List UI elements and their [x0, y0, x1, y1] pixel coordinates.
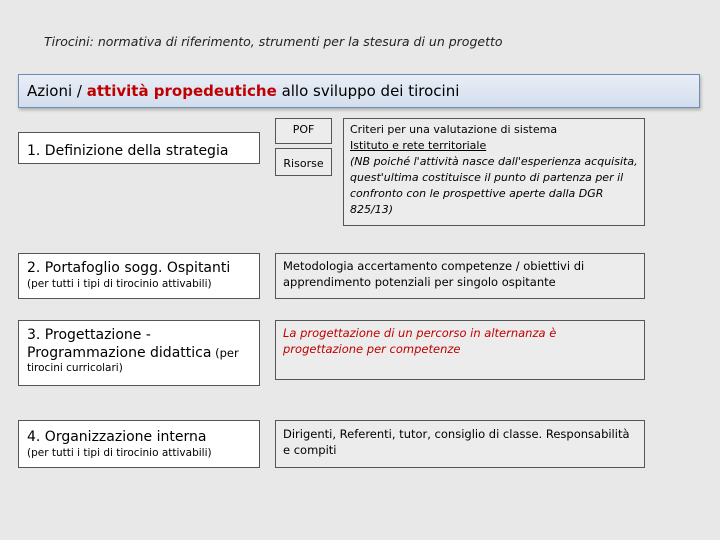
banner-prefix: Azioni /	[27, 82, 87, 100]
banner-highlight: attività propedeutiche	[86, 82, 277, 100]
portfolio-box	[18, 253, 260, 299]
pof-label: POF	[292, 123, 315, 136]
organization-label: 4. Organizzazione interna	[27, 429, 207, 445]
roles-box	[275, 420, 645, 468]
planning-label-wrap	[27, 327, 255, 362]
strategy-box	[18, 132, 260, 164]
methodology-text: Metodologia accertamento competenze / obiettivi di apprendimento potenziali per singolo ospitante	[283, 259, 585, 290]
strategy-label: 1. Definizione della strategia	[27, 143, 229, 159]
planning-label: 3. Progettazione - Programmazione didattica	[27, 327, 212, 361]
criteria-box	[343, 118, 645, 226]
risorse-box	[275, 148, 332, 176]
portfolio-label: 2. Portafoglio sogg. Ospitanti	[27, 260, 231, 276]
roles-text: Dirigenti, Referenti, tutor, consiglio di classe. Responsabilità e compiti	[283, 427, 630, 458]
competence-box	[275, 320, 645, 380]
organization-sub: (per tutti i tipi di tirocinio attivabili)	[27, 446, 212, 459]
criteria-line1: Criteri per una valutazione di sistema	[350, 123, 558, 136]
criteria-note: (NB poiché l'attività nasce dall'esperienza acquisita, quest'ultima costituisce il punto di partenza per il confronto con le prospettive aperte dalla DGR 825/13)	[350, 154, 638, 216]
planning-box	[18, 320, 260, 386]
pof-box	[275, 118, 332, 144]
section-banner	[18, 74, 700, 108]
portfolio-sub: (per tutti i tipi di tirocinio attivabili)	[27, 277, 212, 290]
page-title: Tirocini: normativa di riferimento, strumenti per la stesura di un progetto	[44, 34, 503, 49]
planning-sub: tirocini curricolari)	[27, 362, 123, 374]
competence-text: La progettazione di un percorso in alternanza è progettazione per competenze	[283, 326, 557, 357]
methodology-box	[275, 253, 645, 299]
risorse-label: Risorse	[283, 157, 324, 170]
banner-suffix: allo sviluppo dei tirocini	[276, 82, 460, 100]
planning-label-suffix: (per	[211, 345, 239, 360]
organization-box	[18, 420, 260, 468]
criteria-line2: Istituto e rete territoriale	[350, 138, 487, 152]
